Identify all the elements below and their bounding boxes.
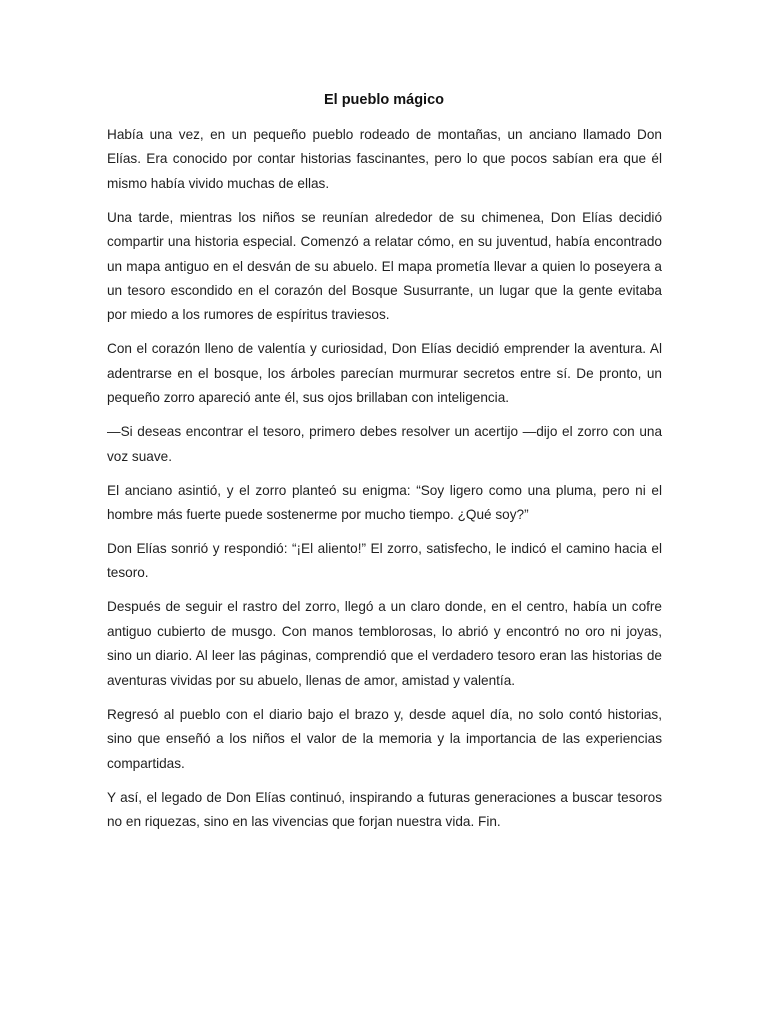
paragraph: Y así, el legado de Don Elías continuó, inspirando a futuras generaciones a buscar tesoros no en riquezas, sino en las vivencias que forjan nuestra vida. Fin. — [107, 789, 662, 829]
paragraph: Don Elías sonrió y respondió: “¡El aliento!” El zorro, satisfecho, le indicó el camino hacia el tesoro. — [107, 541, 662, 581]
paragraph: Una tarde, mientras los niños se reunían alrededor de su chimenea, Don Elías decidió compartir una historia especial. Comenzó a relatar cómo, en su juventud, había encontrado un mapa antiguo en el desván de su abuelo. El mapa prometía llevar a quien lo poseyera a un tesoro escondido en el corazón del Bosque Susurrante, un lugar que la gente evitaba por miedo a los rumores de espíritus traviesos. — [107, 209, 662, 323]
document-title: El pueblo mágico — [323, 92, 445, 108]
paragraph: Después de seguir el rastro del zorro, llegó a un claro donde, en el centro, había un cofre antiguo cubierto de musgo. Con manos temblorosas, lo abrió y encontró no oro ni joyas, sino un diario. Al leer las páginas, comprendió que el verdadero tesoro eran las historias de aventuras vividas por su abuelo, llenas de amor, amistad y valentía. — [107, 599, 662, 688]
paragraph: Regresó al pueblo con el diario bajo el brazo y, desde aquel día, no solo contó historias, sino que enseñó a los niños el valor de la memoria y la importancia de las experiencias compartidas. — [107, 706, 662, 771]
paragraph: Con el corazón lleno de valentía y curiosidad, Don Elías decidió emprender la aventura. Al adentrarse en el bosque, los árboles parecían murmurar secretos entre sí. De pronto, un pequeño zorro apareció ante él, sus ojos brillaban con inteligencia. — [107, 341, 662, 406]
paragraph: —Si deseas encontrar el tesoro, primero debes resolver un acertijo —dijo el zorro con una voz suave. — [107, 424, 662, 464]
document-body — [107, 123, 662, 844]
paragraph: Había una vez, en un pequeño pueblo rodeado de montañas, un anciano llamado Don Elías. Era conocido por contar historias fascinantes, pero lo que pocos sabían era que él mismo había vivido muchas de ellas. — [107, 127, 662, 191]
paragraph: El anciano asintió, y el zorro planteó su enigma: “Soy ligero como una pluma, pero ni el hombre más fuerte puede sostenerme por mucho tiempo. ¿Qué soy?” — [107, 482, 662, 523]
